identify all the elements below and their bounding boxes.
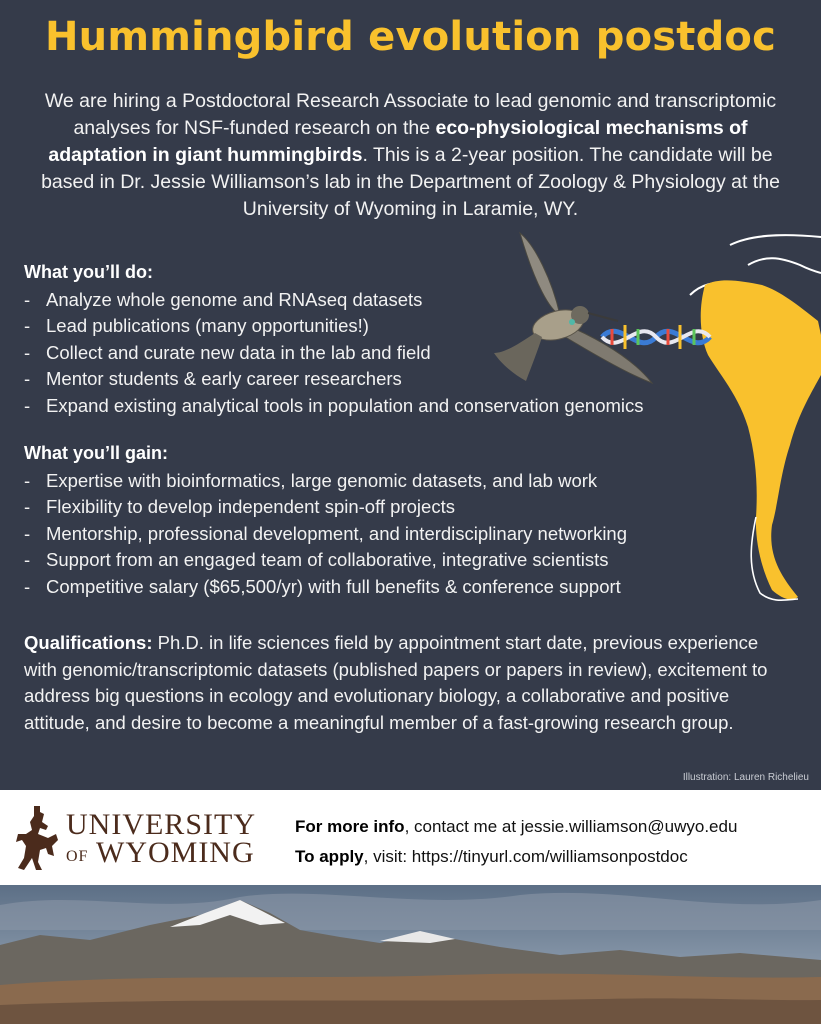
list-item: - Flexibility to develop independent spin-off projects [24, 496, 455, 518]
bucking-horse-logo-icon [14, 804, 60, 874]
university-logo [14, 802, 274, 874]
list-item: - Support from an engaged team of collaborative, integrative scientists [24, 549, 609, 571]
apply-link[interactable]: , visit: https://tinyurl.com/williamsonpostdoc [363, 847, 688, 866]
list-item: - Expertise with bioinformatics, large genomic datasets, and lab work [24, 470, 598, 491]
list-item: - Mentor students & early career researchers [24, 368, 402, 390]
qualifications-paragraph [24, 630, 794, 736]
footer-band [0, 790, 821, 885]
south-america-map-icon [701, 280, 821, 599]
more-info-line: For more info, contact me at jessie.williamson@uwyo.edu [295, 817, 738, 836]
list-item: - Lead publications (many opportunities!) [24, 315, 369, 337]
list-item: - Expand existing analytical tools in population and conservation genomics [24, 394, 644, 416]
section-heading: What you’ll do: [24, 262, 153, 282]
list-item: - Mentorship, professional development, and interdisciplinary networking [24, 522, 628, 544]
section-heading: What you’ll gain: [24, 443, 168, 463]
qualifications-text: Ph.D. in life sciences field by appointment start date, previous experience with genomic/transcriptomic datasets (published papers or papers in review), excitement to address big questions in ecology and evolutionary biology, a collaborative and positive attitude, and desire to become a meaningful member of a fast-growing research group. [24, 632, 768, 733]
logo-wyoming: WYOMING [96, 836, 255, 869]
mountain-photo [0, 885, 821, 1024]
list-item: - Analyze whole genome and RNAseq datasets [24, 289, 423, 310]
page-title: Hummingbird evolution postdoc [44, 14, 776, 60]
logo-of: OF [66, 848, 89, 865]
intro-bold: eco-physiological mechanisms of adaptation in giant hummingbirds [48, 117, 748, 166]
contact-block [295, 812, 815, 872]
email-link[interactable]: , contact me at jessie.williamson@uwyo.edu [404, 817, 738, 836]
what-youll-gain-section [24, 443, 627, 600]
illustration-credit: Illustration: Lauren Richelieu [682, 772, 809, 783]
intro-text-1: We are hiring a Postdoctoral Research Associate to lead genomic and transcriptomic analyses for NSF-funded research on the [44, 90, 777, 139]
what-youll-do-section [24, 262, 644, 419]
qualifications-label: Qualifications: [24, 632, 153, 653]
intro-text-2: . This is a 2-year position. The candidate will be based in Dr. Jessie Williamson’s lab in the Department of Zoology & Physiology at the University of Wyoming in Laramie, WY. [41, 144, 780, 220]
intro-paragraph [24, 88, 797, 223]
list-item: - Collect and curate new data in the lab and field [24, 341, 431, 363]
logo-university: UNIVERSITY [66, 808, 256, 841]
list-item: - Competitive salary ($65,500/yr) with full benefits & conference support [24, 575, 621, 597]
apply-line: To apply, visit: https://tinyurl.com/williamsonpostdoc [295, 847, 688, 866]
